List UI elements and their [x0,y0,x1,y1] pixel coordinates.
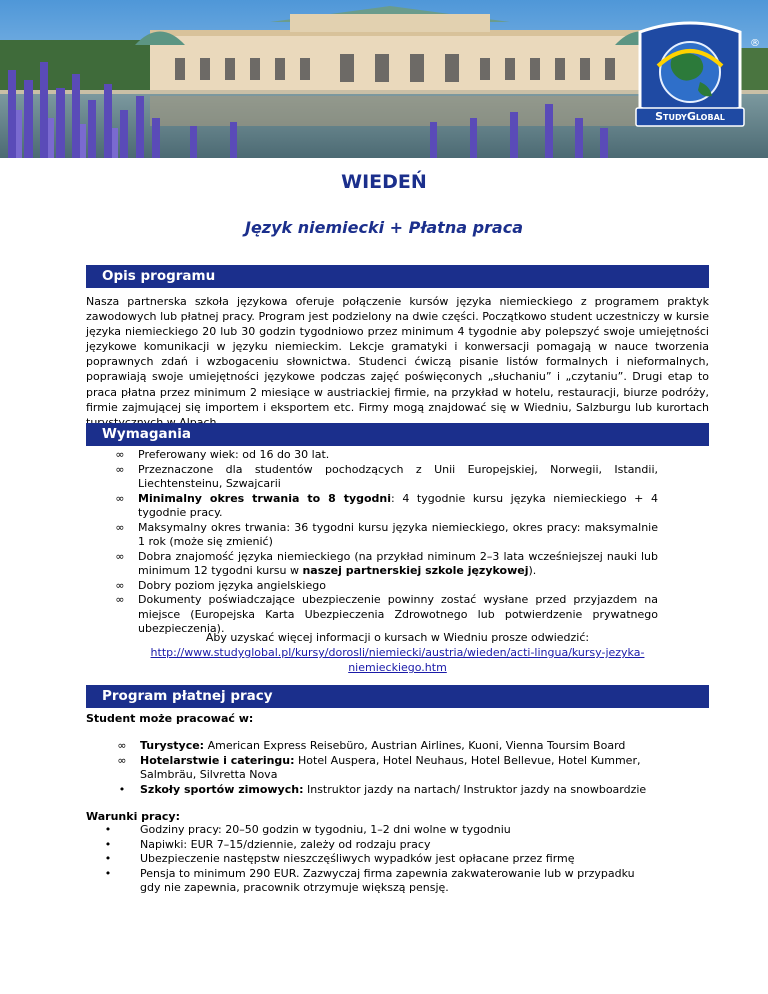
warunki-list [104,823,650,896]
bullet-icon: • [104,823,112,836]
palace-photo [0,0,768,158]
opis-paragraph: Nasza partnerska szkoła językowa oferuje połączenie kursów języka niemieckiego z programem praktyk zawodowych lub płatnej pracy. Program jest podzielony na dwie części. Początkowo student uczestniczy w kursie języka niemieckiego 20 lub 30 godzin tygodniowo przez minimum 4 tygodnie aby polepszyć swoje umiejętności językowe komunikacji w języku niemieckim. Lekcje gramatyki i konwersacji pomagają w nauce tworzenia poprawnych zdań i wzbogaceniu słownictwa. Studenci ćwiczą pisanie listów formalnych i nieformalnych, poprawiają swoje umiejętności językowe podczas zajęć poświęconych „słuchaniu” i „czytaniu”. Drugi etap to praca płatna przez minimum 2 miesiące w austriackiej firmie, na przykład w hotelu, restauracji, biurze podróży, firmie zajmującej się importem i eksportem etc. Firmy mogą znajdować się w Wiedniu, Salzburgu lub kurortach [86,295,709,414]
bullet-icon: ∞ [115,520,125,534]
list-item: • Szkoły sportów zimowych: Instruktor jazdy na nartach/ Instruktor jazdy na snowboardzie [140,783,660,798]
list-item: ∞ Hotelarstwie i cateringu: Hotel Auspera, Hotel Neuhaus, Hotel Bellevue, Hotel Kummer, Salmbräu, Silvretta Nova [117,753,641,781]
list-item: ∞ Dobry poziom języka angielskiego [115,578,326,592]
page-title: WIEDEŃ [341,171,427,193]
logo-text: StudyGlobal [655,110,725,123]
more-info-text: Aby uzyskać więcej informacji o kursach w Wiedniu prosze odwiedzić: [205,631,590,644]
bullet-icon: ∞ [117,739,127,752]
registered-mark: ® [750,38,760,49]
section-header-program: Program płatnej pracy [86,685,709,708]
bullet-icon: • [104,837,112,851]
bullet-icon: • [118,782,126,796]
list-item: • Ubezpieczenie następstw nieszczęśliwych wypadków jest opłacane przez firmę [140,852,650,867]
list-item: ∞ Turystyce: American Express Reisebüro, Austrian Airlines, Kuoni, Vienna Toursim Board [117,739,626,752]
warunki-label: Warunki pracy: [86,810,180,823]
list-item: ∞ Przeznaczone dla studentów pochodzących z Unii Europejskiej, Norwegii, Istandii, Liechtensteinu, Szwajcarii [115,462,658,490]
bullet-icon: ∞ [115,578,125,592]
student-label: Student może pracować w: [86,712,254,725]
list-item: ∞ Preferowany wiek: od 16 do 30 lat. [115,448,330,461]
bullet-icon: ∞ [115,462,125,476]
list-item: ∞ Dobra znajomość języka niemieckiego (na przykład niminum 2–3 lata wcześniejszej nauki lub minimum 12 tygodni kursu w naszej partnerskiej szkole językowej). [115,549,658,577]
list-item: ∞ Dokumenty poświadczające ubezpieczenie powinny zostać wysłane przed przyjazdem na miejsce (Europejska Karta Ubezpieczenia Zdrowotnego lub potwierdzenie prywatnego ubezpieczenia). [115,593,658,635]
list-item: ∞ Minimalny okres trwania to 8 tygodni: 4 tygodnie kursu języka niemieckiego + 4 tygodnie pracy. [115,491,658,519]
bullet-icon: • [104,866,112,880]
bullet-icon: ∞ [115,549,125,563]
list-item: • Napiwki: EUR 7–15/dziennie, zależy od rodzaju pracy [140,838,650,853]
bullet-icon: ∞ [117,753,127,767]
bullet-icon: • [104,852,112,865]
bullet-icon: ∞ [115,593,125,606]
section-header-opis: Opis programu [86,265,709,288]
header-banner [0,0,768,158]
sectors-list [117,739,660,797]
course-link[interactable]: http://www.studyglobal.pl/kursy/dorosli/niemiecki/austria/wieden/acti-lingua/kursy-jezyka-niemieckiego.htm [150,646,645,674]
list-item: • Pensja to minimum 290 EUR. Zazwyczaj firma zapewnia zakwaterowanie lub w przypadku gdy nie zapewnia, pracownik otrzymuje większą pensję. [140,867,650,896]
section-header-wymagania: Wymagania [86,423,709,446]
bullet-icon: ∞ [115,448,125,461]
bullet-icon: ∞ [115,491,125,505]
wymagania-list [115,448,658,637]
page-subtitle: Język niemiecki + Płatna praca [245,218,523,237]
list-item: ∞ Maksymalny okres trwania: 36 tygodni kursu języka niemieckiego, okres pracy: maksymalnie 1 rok (może się zmienić) [115,520,658,548]
list-item: • Godziny pracy: 20–50 godzin w tygodniu, 1–2 dni wolne w tygodniu [140,823,650,838]
